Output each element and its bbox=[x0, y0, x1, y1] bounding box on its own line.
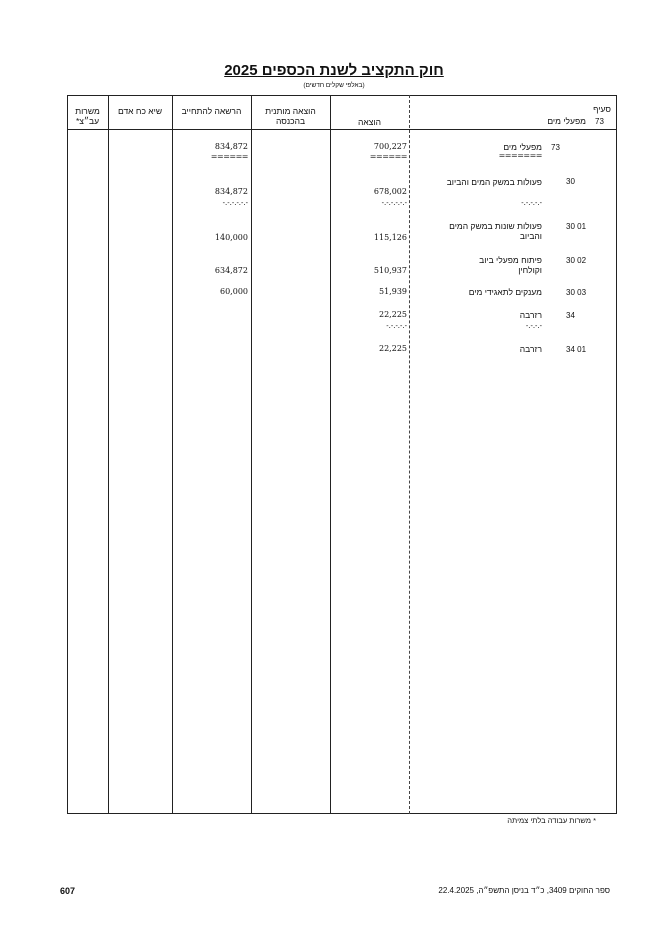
row-code: 73 bbox=[551, 143, 560, 152]
row-expense: 700,227 bbox=[373, 142, 407, 151]
page-number: 607 bbox=[60, 886, 76, 896]
row-expense: 51,939 bbox=[379, 287, 407, 296]
header-conditional-expense: הוצאה מותנית בהכנסה bbox=[265, 106, 316, 126]
row-code: 34 01 bbox=[566, 345, 587, 354]
header-section-name: מפעלי מים bbox=[547, 116, 586, 126]
row-authorization: 834,872 bbox=[214, 142, 248, 151]
header-section: סעיף bbox=[593, 104, 611, 114]
column-divider bbox=[409, 95, 410, 814]
row-authorization: 634,872 bbox=[214, 266, 248, 275]
row-code: 30 03 bbox=[566, 288, 587, 297]
row-expense-underline: ====== bbox=[369, 152, 407, 161]
row-code: 34 bbox=[566, 311, 575, 320]
row-label: רזרבה bbox=[519, 344, 542, 354]
row-authorization: 140,000 bbox=[214, 233, 248, 242]
row-expense: 22,225 bbox=[379, 310, 407, 319]
row-expense-underline: -.-.-.-.- bbox=[386, 322, 407, 330]
row-code: 30 bbox=[566, 177, 575, 186]
row-code: 30 02 bbox=[566, 256, 587, 265]
row-expense-underline: -.-.-.-.-.- bbox=[381, 199, 407, 207]
row-label: רזרבה bbox=[519, 310, 542, 320]
page-title: חוק התקציב לשנת הכספים 2025 bbox=[224, 62, 444, 79]
row-authorization: 60,000 bbox=[220, 287, 248, 296]
header-authorization: הרשאה להתחייב bbox=[181, 106, 242, 116]
header-expense: הוצאה bbox=[358, 117, 381, 127]
row-label: פעולות שונות במשק המים והביוב bbox=[449, 221, 542, 241]
page-subtitle: (באלפי שקלים חדשים) bbox=[303, 82, 365, 89]
column-divider bbox=[108, 95, 109, 814]
footnote: * משרות עבודה בלתי צמיתה bbox=[507, 816, 596, 825]
row-expense: 510,937 bbox=[373, 266, 407, 275]
header-manpower: שיא כח אדם bbox=[117, 106, 163, 116]
row-label: פיתוח מפעלי ביוב וקולחין bbox=[479, 255, 542, 275]
publication-reference: ספר החוקים 3409, כ״ד בניסן התשפ״ה, 22.4.2025 bbox=[438, 886, 610, 895]
row-label: מפעלי מים bbox=[503, 142, 542, 152]
header-divider bbox=[67, 129, 617, 130]
row-expense: 22,225 bbox=[379, 344, 407, 353]
row-authorization-underline: ====== bbox=[210, 152, 248, 161]
row-label-underline: -.-.-.-.- bbox=[521, 199, 542, 207]
row-code: 30 01 bbox=[566, 222, 587, 231]
header-positions: משרות עב״צ* bbox=[75, 106, 100, 126]
header-section-number: 73 bbox=[595, 117, 604, 126]
row-label-underline: -.-.-.- bbox=[525, 322, 542, 330]
row-label: מענקים לתאגידי מים bbox=[468, 287, 542, 297]
row-label-underline: ======= bbox=[498, 151, 542, 160]
row-label: פעולות במשק המים והביוב bbox=[446, 177, 542, 187]
row-authorization: 834,872 bbox=[214, 187, 248, 196]
row-expense: 115,126 bbox=[373, 233, 407, 242]
row-expense: 678,002 bbox=[373, 187, 407, 196]
column-divider bbox=[251, 95, 252, 814]
row-authorization-underline: -.-.-.-.-.- bbox=[222, 199, 248, 207]
